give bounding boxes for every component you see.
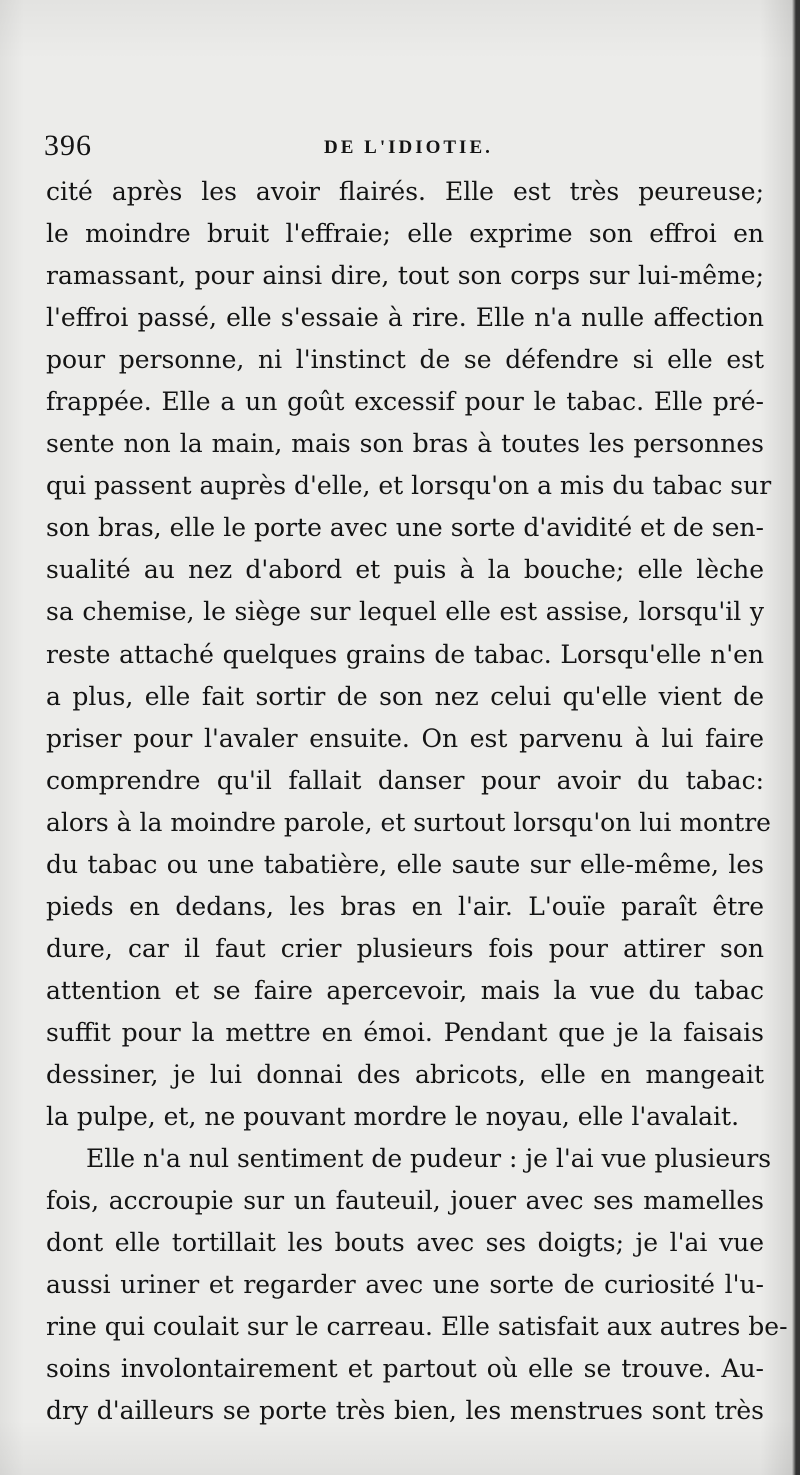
text-line: Elle n'a nul sentiment de pudeur : je l'ai vue plusieurs <box>86 1144 772 1174</box>
body-text <box>46 171 788 1432</box>
text-line: le moindre bruit l'effraie; elle exprime son effroi en <box>46 219 764 249</box>
text-line: pour personne, ni l'instinct de se défendre si elle est <box>46 345 764 375</box>
text-line: aussi uriner et regarder avec une sorte de curiosité l'u- <box>46 1270 764 1300</box>
text-line: sente non la main, mais son bras à toutes les personnes <box>46 429 764 459</box>
text-line: pieds en dedans, les bras en l'air. L'ouïe paraît être <box>46 891 764 921</box>
text-line: son bras, elle le porte avec une sorte d'avidité et de sen- <box>46 513 764 543</box>
text-line: priser pour l'avaler ensuite. On est parvenu à lui faire <box>46 723 764 753</box>
text-line: l'effroi passé, elle s'essaie à rire. Elle n'a nulle affection <box>46 303 764 333</box>
text-line: frappée. Elle a un goût excessif pour le tabac. Elle pré- <box>46 387 764 417</box>
page-header <box>44 128 764 168</box>
text-line: cité après les avoir flairés. Elle est très peureuse; <box>46 177 764 206</box>
text-line: reste attaché quelques grains de tabac. Lorsqu'elle n'en <box>46 639 764 669</box>
text-line: dry d'ailleurs se porte très bien, les menstrues sont très <box>46 1396 764 1426</box>
text-line: sa chemise, le siège sur lequel elle est assise, lorsqu'il y <box>46 597 764 627</box>
page-number: 396 <box>44 129 92 162</box>
text-line: du tabac ou une tabatière, elle saute sur elle-même, les <box>46 849 764 879</box>
text-line: dessiner, je lui donnai des abricots, elle en mangeait <box>46 1059 764 1089</box>
text-line: sualité au nez d'abord et puis à la bouche; elle lèche <box>46 555 764 585</box>
text-line: dure, car il faut crier plusieurs fois pour attirer son <box>46 933 764 963</box>
text-line: rine qui coulait sur le carreau. Elle satisfait aux autres be- <box>46 1312 788 1342</box>
text-line: a plus, elle fait sortir de son nez celui qu'elle vient de <box>46 681 764 711</box>
text-line: alors à la moindre parole, et surtout lorsqu'on lui montre <box>46 807 771 837</box>
running-head: DE L'IDIOTIE. <box>324 137 493 158</box>
text-line: qui passent auprès d'elle, et lorsqu'on a mis du tabac sur <box>46 471 772 501</box>
text-line: ramassant, pour ainsi dire, tout son corps sur lui-même; <box>46 261 764 291</box>
text-line: suffit pour la mettre en émoi. Pendant que je la faisais <box>46 1017 764 1047</box>
text-line: soins involontairement et partout où elle se trouve. Au- <box>46 1354 764 1384</box>
text-line: comprendre qu'il fallait danser pour avoir du tabac: <box>46 765 764 795</box>
text-line: la pulpe, et, ne pouvant mordre le noyau, elle l'avalait. <box>46 1102 740 1132</box>
text-line: dont elle tortillait les bouts avec ses doigts; je l'ai vue <box>46 1228 764 1258</box>
text-line: fois, accroupie sur un fauteuil, jouer avec ses mamelles <box>46 1186 764 1216</box>
text-line: attention et se faire apercevoir, mais la vue du tabac <box>46 975 764 1005</box>
